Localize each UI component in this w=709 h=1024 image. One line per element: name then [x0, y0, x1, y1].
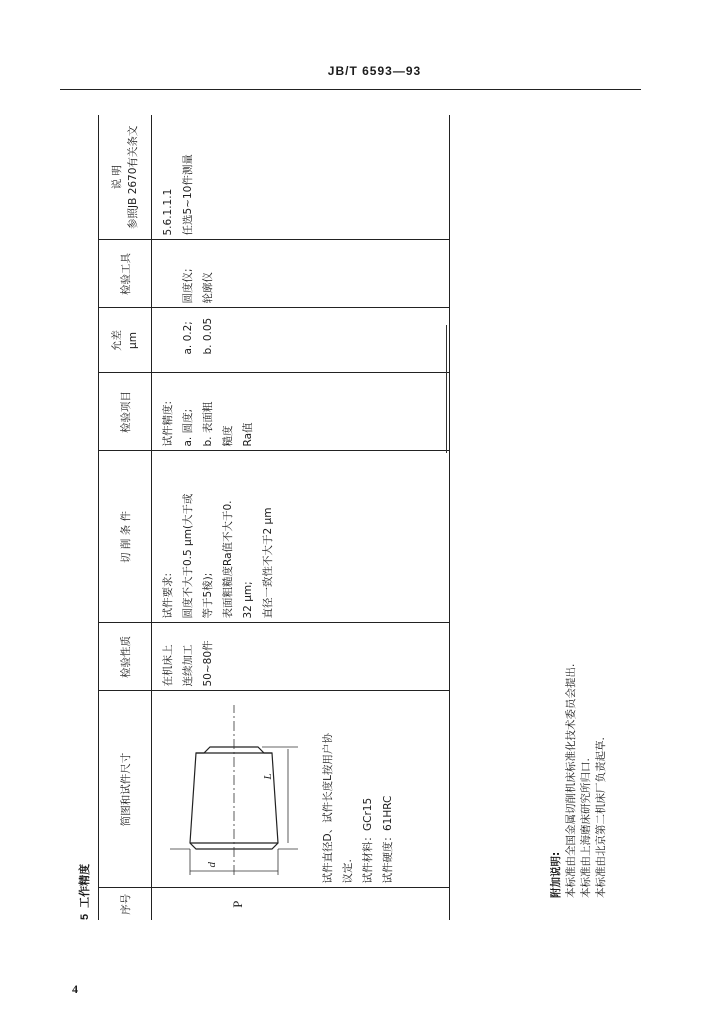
- document-header: JB/T 6593—93: [327, 64, 422, 78]
- tolerance-spacer: [158, 313, 178, 369]
- test-nature-line-3: 50~80件: [202, 640, 214, 687]
- cell-test-nature: [152, 623, 450, 691]
- appendix-line-2: 本标准由上海磨床研究所归口.: [580, 758, 592, 898]
- header-cutting-conditions: 切 削 条 件: [99, 451, 152, 623]
- header-tolerance-unit: μm: [127, 332, 139, 349]
- cell-serial: [152, 888, 450, 920]
- test-nature-line-2: 连续加工: [182, 644, 194, 687]
- header-tools: 检验工具: [99, 240, 152, 308]
- cell-notes: [152, 115, 450, 240]
- appendix-title: 附加说明:: [550, 851, 562, 898]
- cell-check-items: [152, 373, 450, 451]
- header-serial: 序号: [99, 888, 152, 920]
- section-title: [76, 864, 92, 920]
- serial-value: P: [230, 900, 245, 908]
- cell-tolerance: [152, 308, 450, 373]
- tools-line-2: 轮廓仪: [202, 272, 214, 304]
- spec-line-3: 试件材料：GCr15: [362, 797, 374, 884]
- cell-cutting-conditions: [152, 451, 450, 623]
- appendix-line-1: 本标准由全国金属切削机床标准化技术委员会提出.: [565, 663, 577, 898]
- specimen-figure: [158, 696, 318, 884]
- spec-line-4: 试件硬度：61HRC: [382, 795, 394, 884]
- header-rule: [60, 89, 641, 90]
- spec-line-1: 试件直径D、试件长度L按用户协: [322, 733, 334, 884]
- table-header-row: [99, 115, 152, 920]
- header-test-nature: 检验性质: [99, 623, 152, 691]
- margin-rule: [446, 325, 447, 453]
- notes-line-2: 任选5~10件测量: [182, 154, 194, 236]
- notes-line-1: 5.6.1.1.1: [162, 188, 174, 236]
- tolerance-line-1: a. 0.2;: [182, 321, 194, 355]
- header-check-items: 检验项目: [99, 373, 152, 451]
- section-heading: 工作精度: [78, 863, 91, 908]
- tools-line-1: 圆度仪;: [182, 268, 194, 304]
- cutting-line-3: 等于5棱);: [202, 572, 214, 619]
- header-notes: [99, 115, 152, 240]
- work-accuracy-table: [98, 115, 450, 920]
- cutting-line-2: 圆度不大于0.5 μm(大于或: [182, 493, 194, 619]
- header-figure-and-size: 简图和试件尺寸: [99, 691, 152, 888]
- cell-figure-and-size: [152, 691, 450, 888]
- header-notes-ref: 参照JB 2670有关条文: [127, 125, 139, 229]
- test-nature-line-1: 在机床上: [162, 644, 174, 687]
- appendix-line-3: 本标准由北京第二机床厂负责起草.: [595, 737, 607, 898]
- check-line-5: Ra值: [242, 422, 254, 447]
- check-line-2: a. 圆度;: [182, 408, 194, 447]
- check-line-3: b. 表面粗: [202, 401, 214, 447]
- rotated-content: [76, 108, 676, 928]
- check-line-4: 糙度: [222, 425, 234, 447]
- header-notes-label: 说 明: [111, 165, 123, 190]
- tools-spacer: [158, 245, 178, 304]
- figure-label-l: L: [262, 773, 274, 780]
- section-number: 5: [79, 913, 91, 920]
- figure-label-d: d: [206, 862, 218, 868]
- header-tolerance: [99, 308, 152, 373]
- tolerance-line-2: b. 0.05: [202, 317, 214, 355]
- specimen-drawing: [158, 699, 318, 884]
- cutting-line-1: 试件要求:: [162, 572, 174, 619]
- cutting-line-5: 32 μm;: [242, 581, 254, 619]
- header-tolerance-label: 允差: [111, 330, 123, 351]
- appendix-notes: [549, 664, 609, 898]
- cell-tools: [152, 240, 450, 308]
- spec-line-2: 议定.: [342, 859, 354, 884]
- page-number: 4: [72, 982, 78, 996]
- check-line-1: 试件精度:: [162, 400, 174, 447]
- cutting-line-4: 表面粗糙度Ra值不大于0.: [222, 500, 234, 619]
- table-row: [152, 115, 450, 920]
- cutting-line-6: 直径一致性不大于2 μm: [262, 507, 274, 619]
